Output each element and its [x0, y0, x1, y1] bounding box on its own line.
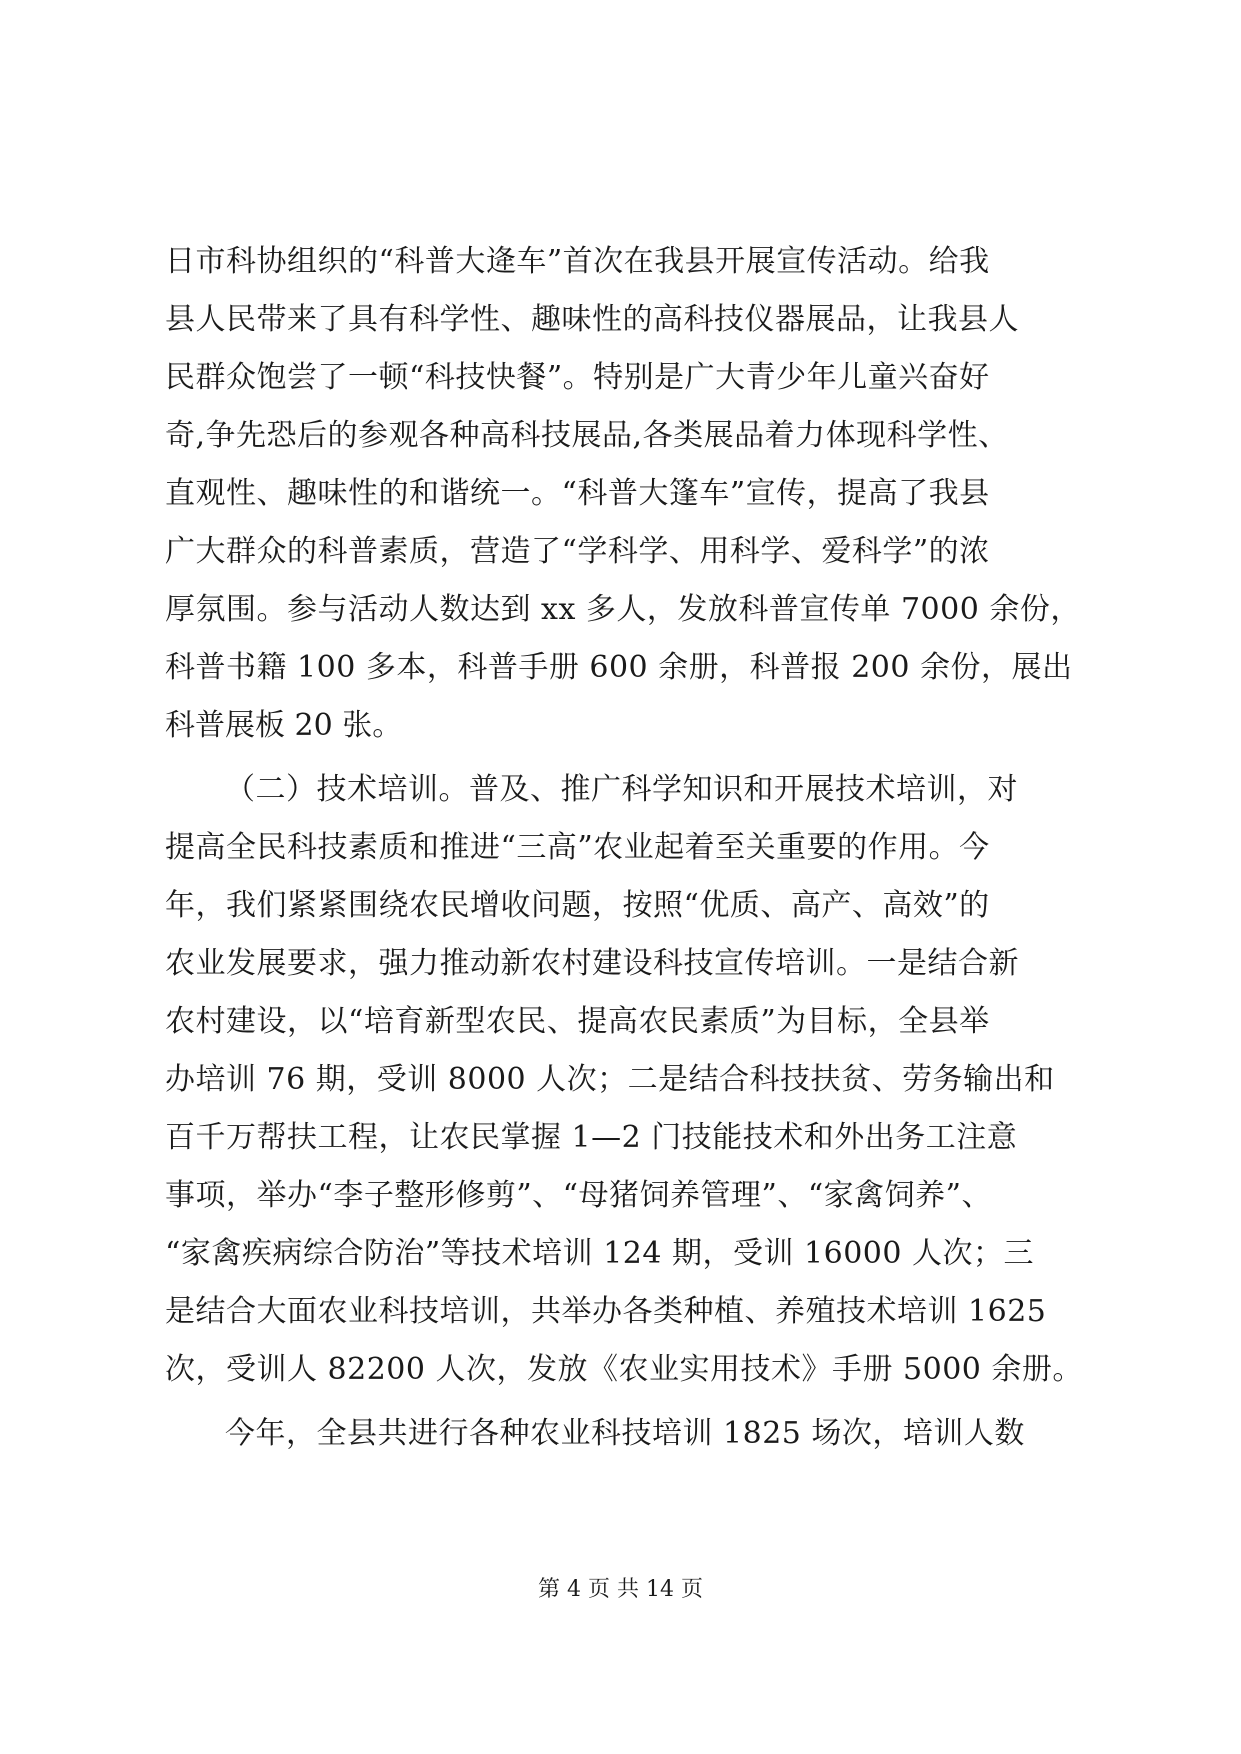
- text-line: 办培训 76 期，受训 8000 人次；二是结合科技扶贫、劳务输出和: [165, 1062, 1055, 1097]
- text-line: （二）技术培训。普及、推广科学知识和开展技术培训，对: [225, 772, 1018, 807]
- text-line: 今年，全县共进行各种农业科技培训 1825 场次，培训人数: [225, 1416, 1025, 1451]
- text-line: 厚氛围。参与活动人数达到 xx 多人，发放科普宣传单 7000 余份，: [165, 592, 1081, 627]
- page-number-footer: 第 4 页 共 14 页: [538, 1577, 703, 1602]
- text-line: 是结合大面农业科技培训，共举办各类种植、养殖技术培训 1625: [165, 1294, 1047, 1329]
- text-line: 奇,争先恐后的参观各种高科技展品,各类展品着力体现科学性、: [165, 418, 1009, 453]
- text-line: 科普展板 20 张。: [165, 708, 403, 743]
- paragraph-science-caravan: [165, 233, 1085, 755]
- document-body: [165, 233, 1085, 1463]
- text-line: 直观性、趣味性的和谐统一。“科普大篷车”宣传，提高了我县: [165, 476, 990, 511]
- text-line: 日市科协组织的“科普大逄车”首次在我县开展宣传活动。给我: [165, 244, 990, 279]
- text-line: 县人民带来了具有科学性、趣味性的高科技仪器展品，让我县人: [165, 302, 1019, 337]
- text-line: 民群众饱尝了一顿“科技快餐”。特别是广大青少年儿童兴奋好: [165, 360, 990, 395]
- text-line: 农业发展要求，强力推动新农村建设科技宣传培训。一是结合新: [165, 946, 1019, 981]
- text-line: 次，受训人 82200 人次，发放《农业实用技术》手册 5000 余册。: [165, 1352, 1083, 1387]
- text-line: 广大群众的科普素质，营造了“学科学、用科学、爱科学”的浓: [165, 534, 990, 569]
- text-line: 科普书籍 100 多本，科普手册 600 余册，科普报 200 余份，展出: [165, 650, 1073, 685]
- paragraph-technical-training: [165, 761, 1085, 1399]
- text-line: 提高全民科技素质和推进“三高”农业起着至关重要的作用。今: [165, 830, 990, 865]
- text-line: 农村建设，以“培育新型农民、提高农民素质”为目标，全县举: [165, 1004, 990, 1039]
- paragraph-annual-training-summary: [165, 1405, 1085, 1463]
- text-line: 年，我们紧紧围绕农民增收问题，按照“优质、高产、高效”的: [165, 888, 990, 923]
- text-line: “家禽疾病综合防治”等技术培训 124 期，受训 16000 人次；三: [165, 1236, 1035, 1271]
- text-line: 百千万帮扶工程，让农民掌握 1—2 门技能技术和外出务工注意: [165, 1120, 1018, 1155]
- text-line: 事项，举办“李子整形修剪”、“母猪饲养管理”、“家禽饲养”、: [165, 1178, 993, 1213]
